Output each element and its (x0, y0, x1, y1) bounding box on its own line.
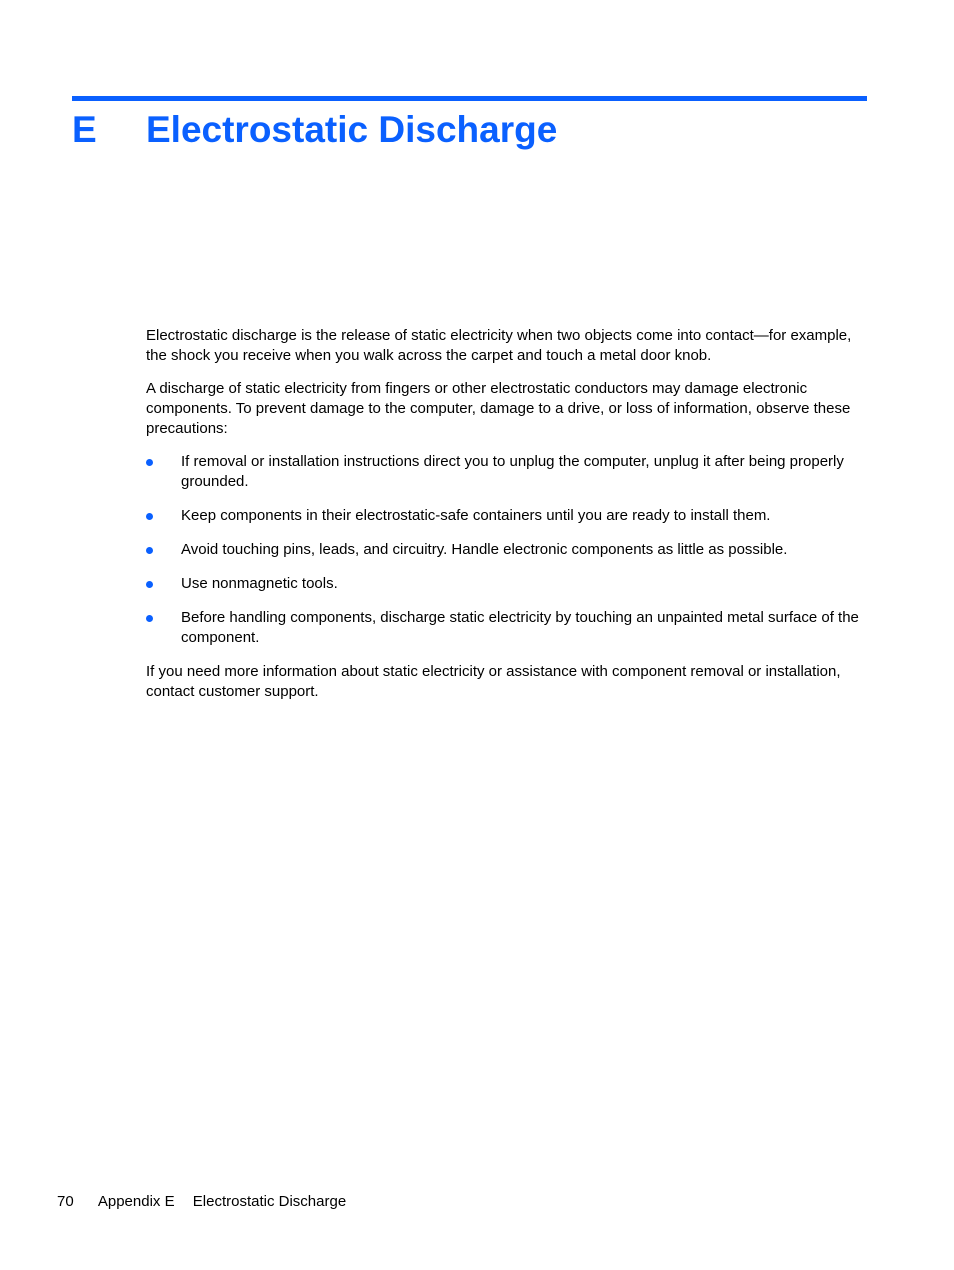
intro-paragraph: Electrostatic discharge is the release of static electricity when two objects come into contact—for example, the shock you receive when you walk across the carpet and touch a metal door knob. (146, 327, 852, 364)
list-item (146, 608, 866, 648)
list-item (146, 452, 866, 492)
list-item-text: Avoid touching pins, leads, and circuitry. Handle electronic components as little as possible. (181, 541, 788, 558)
page-footer (57, 1192, 346, 1212)
body-content (146, 326, 866, 715)
closing-paragraph: If you need more information about static electricity or assistance with component removal or installation, contact customer support. (146, 663, 841, 700)
chapter-title: Electrostatic Discharge (146, 109, 558, 150)
page-number: 70 (57, 1193, 74, 1210)
bullet-icon (146, 547, 153, 554)
chapter-rule (72, 96, 867, 101)
bullet-icon (146, 581, 153, 588)
footer-appendix-label: Appendix E (97, 1193, 175, 1210)
bullet-icon (146, 513, 153, 520)
footer-section-title: Electrostatic Discharge (192, 1193, 347, 1210)
list-item-text: Before handling components, discharge static electricity by touching an unpainted metal surface of the component. (181, 609, 859, 646)
list-item-text: Use nonmagnetic tools. (181, 575, 338, 592)
bullet-icon (146, 615, 153, 622)
list-item-text: If removal or installation instructions direct you to unplug the computer, unplug it after being properly grounded. (181, 453, 844, 490)
list-item-text: Keep components in their electrostatic-safe containers until you are ready to install them. (181, 507, 771, 524)
precautions-list (146, 452, 866, 648)
list-item (146, 574, 866, 594)
bullet-icon (146, 459, 153, 466)
list-item (146, 506, 866, 526)
warning-paragraph: A discharge of static electricity from fingers or other electrostatic conductors may damage electronic components. To prevent damage to the computer, damage to a drive, or loss of information, observe these precautions: (146, 380, 851, 437)
list-item (146, 540, 866, 560)
chapter-letter: E (72, 109, 97, 150)
